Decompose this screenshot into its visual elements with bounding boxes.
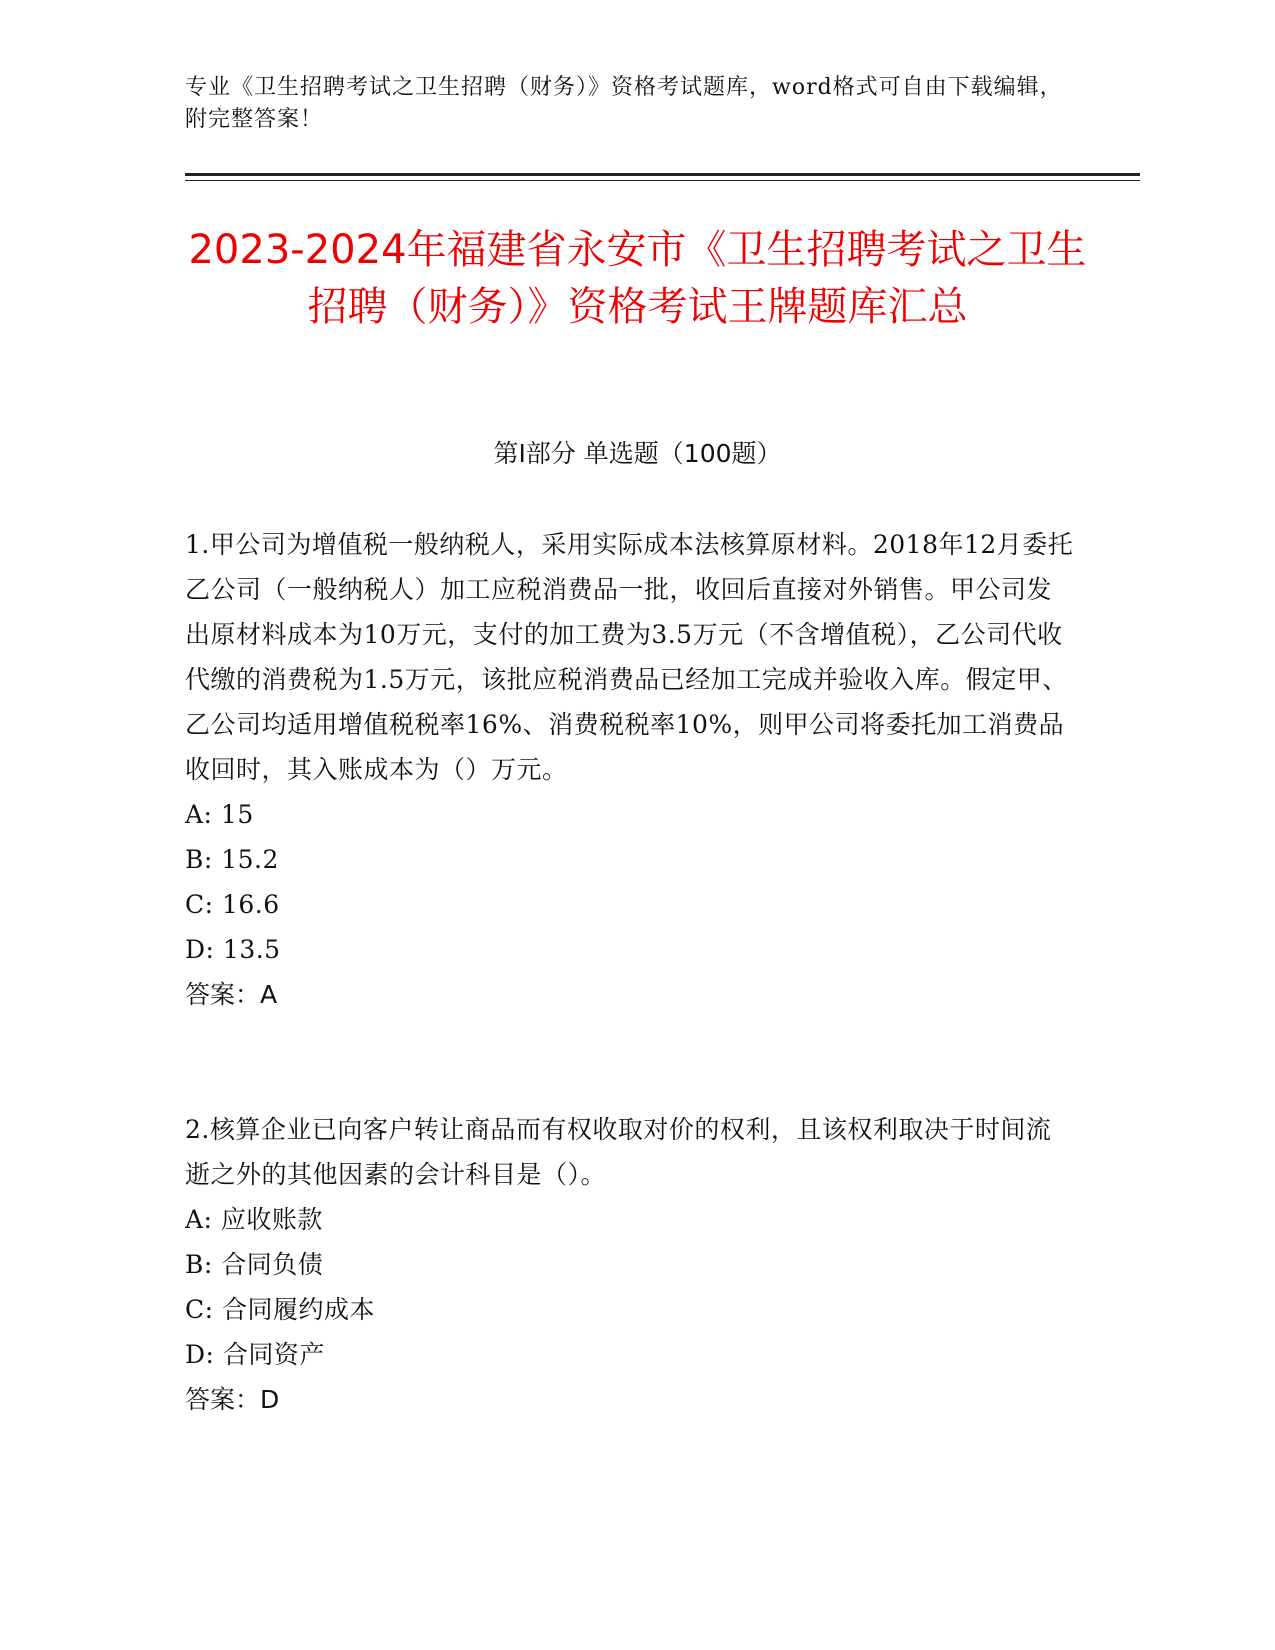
answer: 答案：D: [185, 1385, 280, 1414]
question-2: [185, 1107, 1075, 1422]
header-note: 专业《卫生招聘考试之卫生招聘（财务）》资格考试题库，word格式可自由下载编辑，附完整答案！: [185, 75, 1063, 132]
option-a: A: 15: [185, 800, 254, 829]
option-c: C: 合同履约成本: [185, 1295, 375, 1324]
option-b: B: 15.2: [185, 845, 279, 874]
section-title: 第Ⅰ部分 单选题（100题）: [493, 439, 782, 468]
option-a: A: 应收账款: [185, 1205, 323, 1234]
question-text: 1.甲公司为增值税一般纳税人，采用实际成本法核算原材料。2018年12月委托乙公司（一般纳税人）加工应税消费品一批，收回后直接对外销售。甲公司发出原材料成本为10万元，支付的加工费为3.5万元（不含增值税），乙公司代收代缴的消费税为1.5万元，该批应税消费品已经加工完成并验收入库。假定甲、乙公司均适用增值税税率16%、消费税税率10%，则甲公司将委托加工消费品收回时，其入账成本为（）万元。: [185, 530, 1074, 784]
option-d: D: 13.5: [185, 935, 281, 964]
option-d: D: 合同资产: [185, 1340, 325, 1369]
option-b: B: 合同负债: [185, 1250, 324, 1279]
question-text: 2.核算企业已向客户转让商品而有权收取对价的权利，且该权利取决于时间流逝之外的其他因素的会计科目是（）。: [185, 1115, 1052, 1189]
answer: 答案：A: [185, 980, 278, 1009]
header-divider-thick: [185, 173, 1140, 176]
header-divider-thin: [185, 180, 1140, 181]
question-1: [185, 522, 1075, 1017]
option-c: C: 16.6: [185, 890, 280, 919]
document-title: 2023-2024年福建省永安市《卫生招聘考试之卫生招聘（财务）》资格考试王牌题库汇总: [188, 227, 1087, 330]
